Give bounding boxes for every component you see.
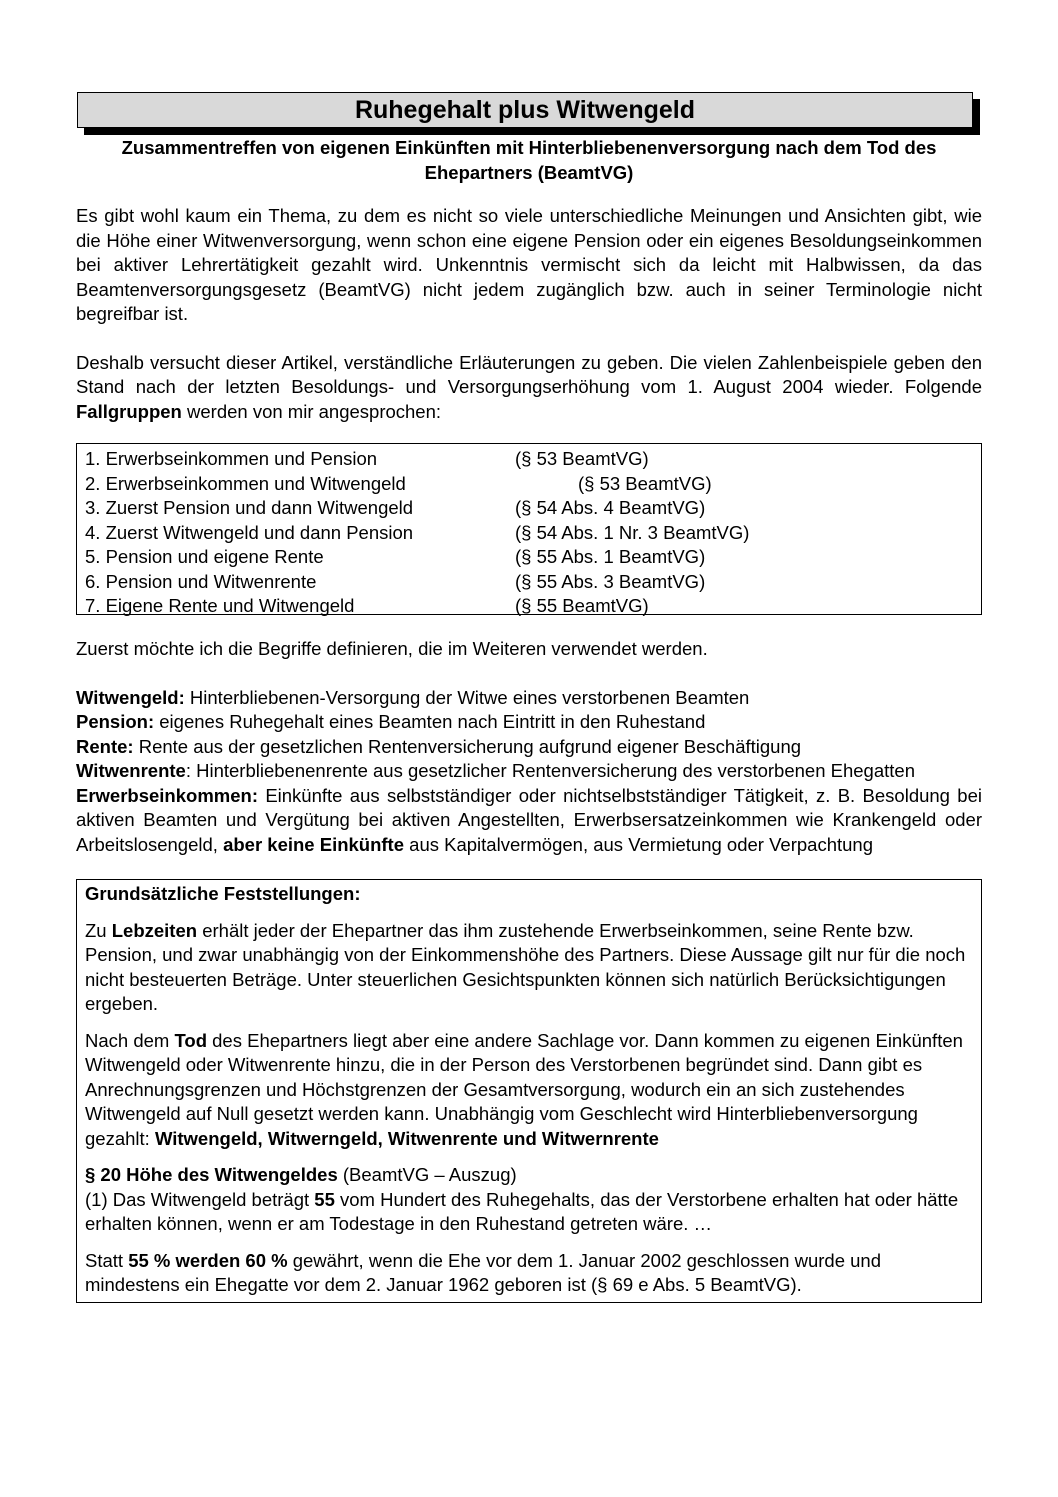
- title-banner: [77, 92, 982, 136]
- box-paragraph-tod: Nach dem Tod des Ehepartners liegt aber eine andere Sachlage vor. Dann kommen zu eigenen Einkünften Witwengeld oder Witwenrente hinzu, die in der Person des Verstorbenen begründet sind. Dann gibt es Anrechnungsgrenzen und Höchstgrenzen der Gesamtversorgung, wodurch ein an sich zustehendes Witwengeld auf Null gesetzt werden kann. Unabhängig vom Geschlecht wird Hinterbliebenversorgung gezahlt: Witwengeld, Witwerngeld, Witwenrente und Witwernrente: [85, 1029, 963, 1149]
- box-paragraph-lebzeiten: Zu Lebzeiten erhält jeder der Ehepartner das ihm zustehende Erwerbseinkommen, seine Rente bzw. Pension, und zwar unabhängig von der Einkommenshöhe des Partners. Diese Aussage gilt nur für die noch nicht besteuerten Beträge. Unter steuerlichen Gesichtspunkten können sich natürlich Berücksichtigungen ergeben.: [85, 919, 966, 1014]
- fallgruppen-list: [76, 443, 982, 615]
- list-item: 5. Pension und eigene Rente (§ 55 Abs. 1 BeamtVG): [85, 546, 706, 567]
- page-title: Ruhegehalt plus Witwengeld: [77, 92, 973, 128]
- definition-witwenrente: Witwenrente: Hinterbliebenenrente aus gesetzlicher Rentenversicherung des verstorbenen Ehegatten: [76, 760, 915, 781]
- box-paragraph-60-prozent: Statt 55 % werden 60 % gewährt, wenn die Ehe vor dem 1. Januar 2002 geschlossen wurde und mindestens ein Ehegatte vor dem 2. Januar 1962 geboren ist (§ 69 e Abs. 5 BeamtVG).: [85, 1249, 881, 1295]
- grundsaetzliche-feststellungen-box: [76, 879, 982, 1303]
- definition-pension: Pension: eigenes Ruhegehalt eines Beamten nach Eintritt in den Ruhestand: [76, 711, 706, 732]
- list-item: 7. Eigene Rente und Witwengeld (§ 55 BeamtVG): [85, 595, 649, 616]
- list-item: 3. Zuerst Pension und dann Witwengeld (§ 54 Abs. 4 BeamtVG): [85, 497, 706, 518]
- definition-erwerbseinkommen: Erwerbseinkommen: Einkünfte aus selbstständiger oder nichtselbstständiger Tätigkeit, z. B. Besoldung bei aktiven Beamten und Vergütung bei aktiven Angestellten, Erwerbsersatzeinkommen wie Krankengeld oder Arbeitslosengeld, aber keine Einkünfte aus Kapitalvermögen, aus Vermietung oder Verpachtung: [76, 784, 982, 855]
- subtitle: Zusammentreffen von eigenen Einkünften mit Hinterbliebenenversorgung nach dem Tod des Ehepartners (BeamtVG): [121, 137, 937, 183]
- fallgruppen-term: Fallgruppen: [76, 400, 182, 422]
- list-item: 6. Pension und Witwenrente (§ 55 Abs. 3 BeamtVG): [85, 570, 706, 592]
- box-paragraph-paragraph-20: § 20 Höhe des Witwengeldes (BeamtVG – Auszug) (1) Das Witwengeld beträgt 55 vom Hundert des Ruhegehalts, das der Verstorbene erhalten hat oder hätte erhalten können, wenn er am Todestage in den Ruhestand getreten wäre. …: [85, 1164, 959, 1234]
- definition-rente: Rente: Rente aus der gesetzlichen Rentenversicherung aufgrund eigener Beschäftigung: [76, 735, 802, 757]
- definition-witwengeld: Witwengeld: Hinterbliebenen-Versorgung der Witwe eines verstorbenen Beamten: [76, 686, 750, 708]
- list-item: 1. Erwerbseinkommen und Pension (§ 53 BeamtVG): [85, 448, 649, 469]
- list-item: 2. Erwerbseinkommen und Witwengeld (§ 53 BeamtVG): [85, 472, 712, 494]
- document-page: [76, 92, 982, 1303]
- list-item: 4. Zuerst Witwengeld und dann Pension (§ 54 Abs. 1 Nr. 3 BeamtVG): [85, 521, 750, 543]
- definitions-intro: Zuerst möchte ich die Begriffe definieren, die im Weiteren verwendet werden.: [76, 638, 708, 659]
- box-heading: Grundsätzliche Feststellungen:: [85, 883, 361, 904]
- definitions-block: [76, 686, 982, 858]
- intro-paragraph-2: Deshalb versucht dieser Artikel, verständliche Erläuterungen zu geben. Die vielen Zahlenbeispiele geben den Stand nach der letzten Besoldungs- und Versorgungserhöhung vom 1. August 2004 wieder. Folgende Fallgruppen werden von mir angesprochen:: [76, 351, 982, 422]
- intro-paragraph-1: Es gibt wohl kaum ein Thema, zu dem es nicht so viele unterschiedliche Meinungen und Ansichten gibt, wie die Höhe einer Witwenversorgung, wenn schon eine eigene Pension oder ein eigenes Besoldungseinkommen bei aktiver Lehrertätigkeit gezahlt wird. Unkenntnis vermischt sich da leicht mit Halbwissen, da das Beamtenversorgungsgesetz (BeamtVG) nicht jedem zugänglich bzw. auch in seiner Terminologie nicht begreifbar ist.: [76, 205, 982, 324]
